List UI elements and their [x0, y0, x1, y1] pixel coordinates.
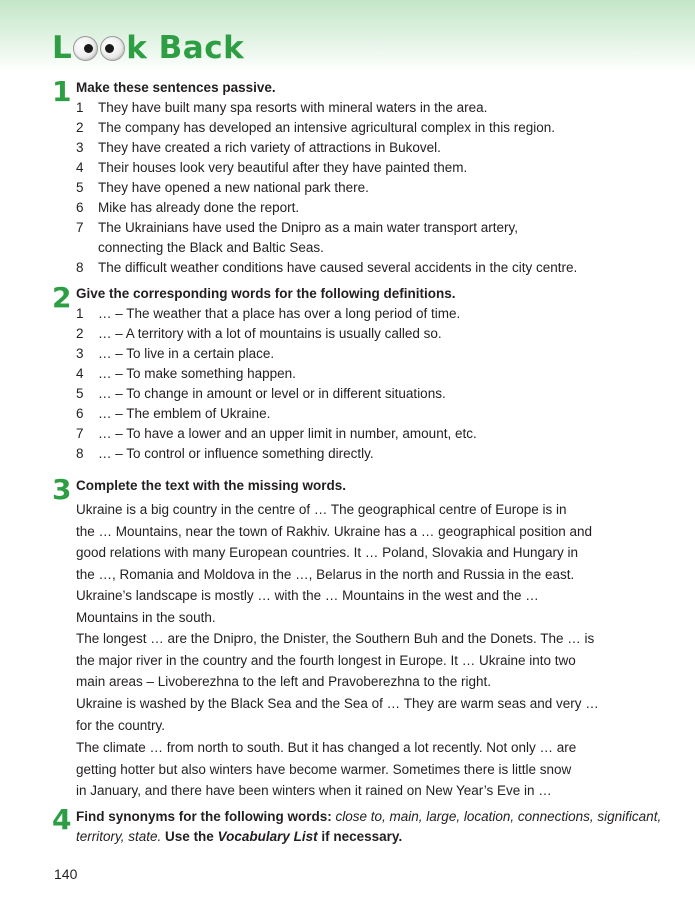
list-item: 1 They have built many spa resorts with mineral waters in the area.: [76, 100, 488, 115]
list-item: 5 … – To change in amount or level or in different situations.: [76, 386, 446, 401]
paragraph: Ukraine is a big country in the centre of … The geographical centre of Europe is in the … Mountains, near the town of Rakhiv. Ukraine has a … geographical position and good relations with many European countries. It … Poland, Slovakia and Hungary in the …, Romania and Moldova in the …, Belarus in the north and Russia in the east.: [76, 502, 593, 582]
exercise-3-instruction: Complete the text with the missing words.: [76, 478, 347, 493]
list-item: 8 The difficult weather conditions have caused several accidents in the city centre.: [76, 260, 578, 275]
exercise-2-number: 2: [52, 281, 72, 314]
list-item: 7 The Ukrainians have used the Dnipro as a main water transport artery, connecting the Black and Baltic Seas.: [76, 220, 518, 255]
page-title: [52, 28, 244, 68]
list-item: 6 Mike has already done the report.: [76, 200, 300, 215]
eye-left-icon: [73, 36, 98, 61]
paragraph: Ukraine’s landscape is mostly … with the … Mountains in the west and the … Mountains in the south.: [76, 588, 539, 625]
exercise-4-number: 4: [52, 803, 72, 836]
paragraph: Ukraine is washed by the Black Sea and the Sea of … They are warm seas and very … for the country.: [76, 696, 599, 733]
list-item: 1 … – The weather that a place has over a long period of time.: [76, 306, 461, 321]
list-item: 3 They have created a rich variety of attractions in Bukovel.: [76, 140, 441, 155]
exercise-2-instruction: Give the corresponding words for the following definitions.: [76, 286, 456, 301]
list-item: 6 … – The emblem of Ukraine.: [76, 406, 271, 421]
exercise-1-list: [76, 98, 666, 278]
exercise-3-number: 3: [52, 473, 72, 506]
paragraph: The climate … from north to south. But it has changed a lot recently. Not only … are getting hotter but also winters have become warmer. Sometimes there is little snow in January, and there have been winters when it rained on New Year’s Eve in …: [76, 740, 577, 798]
list-item: 2 The company has developed an intensive agricultural complex in this region.: [76, 120, 556, 135]
exercise-1-number: 1: [52, 75, 72, 108]
paragraph: The longest … are the Dnipro, the Dnister, the Southern Buh and the Donets. The … is the major river in the country and the fourth longest in Europe. It … Ukraine into two main areas – Livoberezhna to the left and Pravoberezhna to the right.: [76, 631, 595, 689]
exercise-1-instruction: Make these sentences passive.: [76, 80, 276, 95]
exercise-4-instruction: Find synonyms for the following words: close to, main, large, location, connections, significant, territory, state. Use the Vocabulary List if necessary.: [76, 809, 662, 844]
list-item: 7 … – To have a lower and an upper limit in number, amount, etc.: [76, 426, 477, 441]
list-item: 3 … – To live in a certain place.: [76, 346, 275, 361]
list-item: 8 … – To control or influence something directly.: [76, 446, 374, 461]
title-end: k Back: [126, 30, 245, 66]
list-item: 4 Their houses look very beautiful after they have painted them.: [76, 160, 468, 175]
page-number: 140: [54, 866, 78, 882]
list-item: 5 They have opened a new national park there.: [76, 180, 369, 195]
eye-right-icon: [100, 36, 125, 61]
exercise-2-list: [76, 304, 666, 464]
list-item: 2 … – A territory with a lot of mountains is usually called so.: [76, 326, 442, 341]
title-start: L: [52, 30, 73, 66]
list-item: 4 … – To make something happen.: [76, 366, 296, 381]
